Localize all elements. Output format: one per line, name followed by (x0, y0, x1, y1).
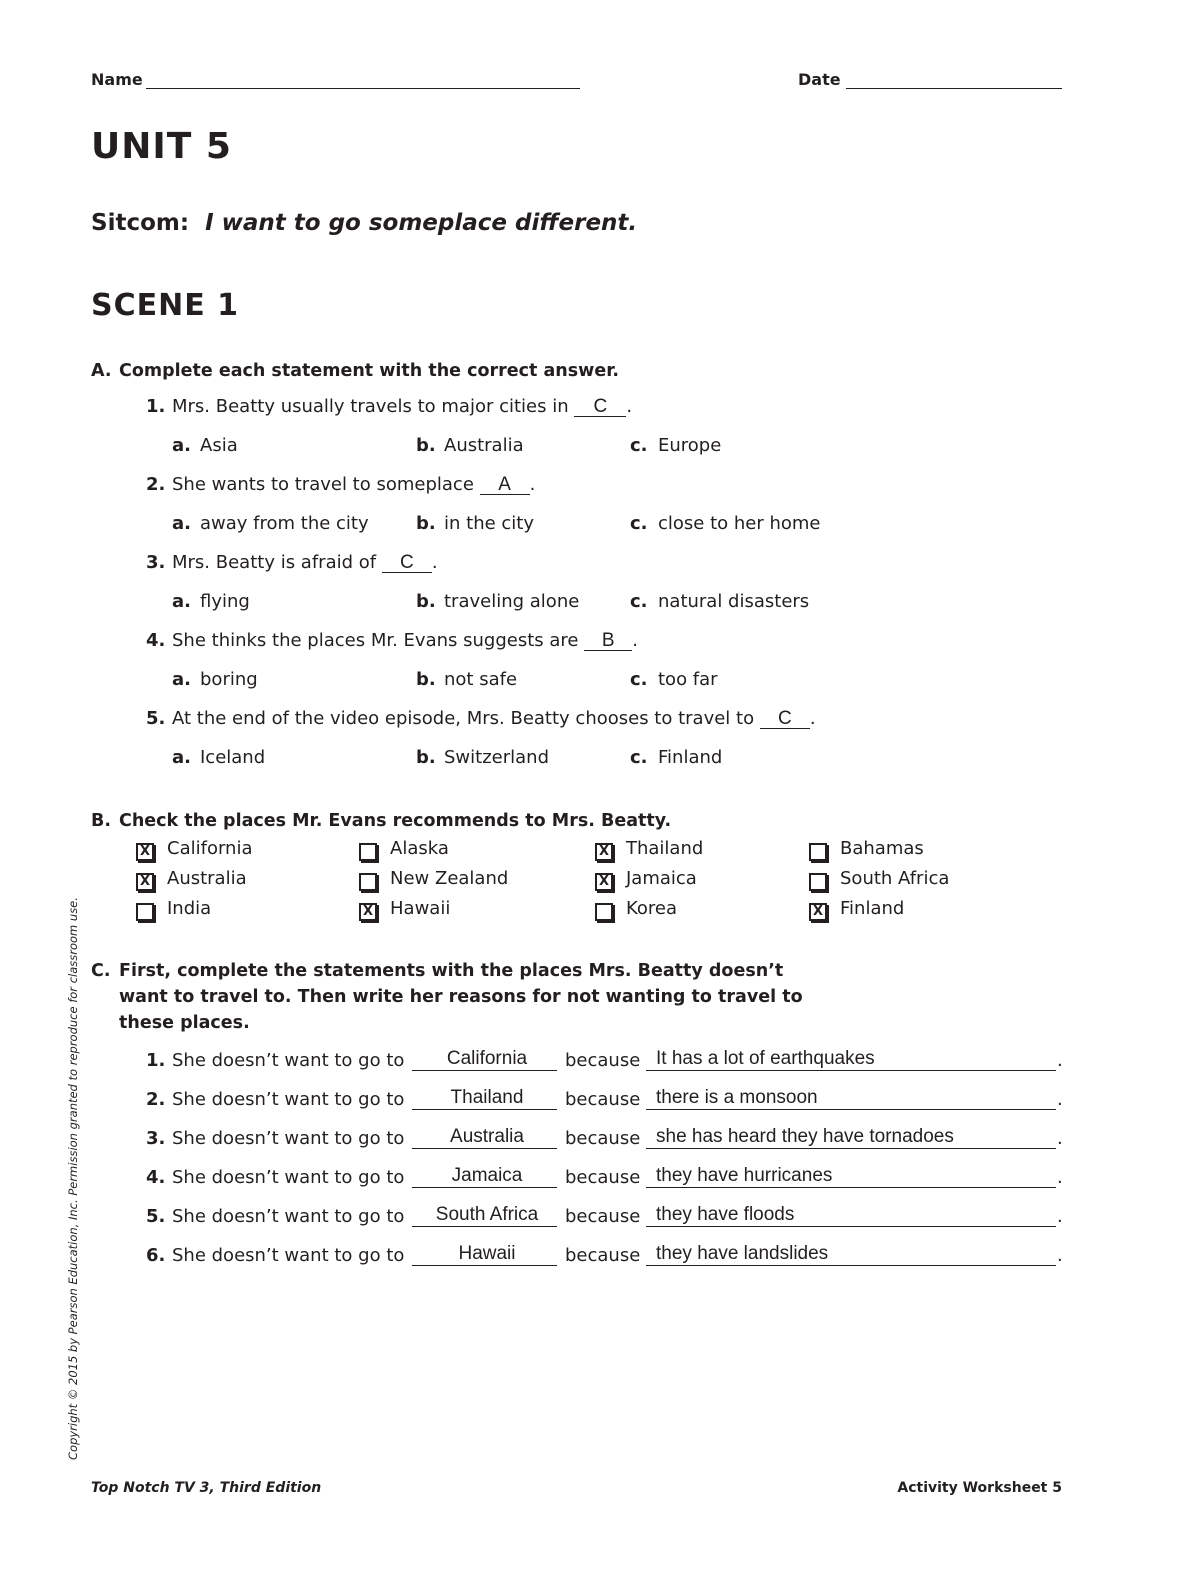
checkbox-label: Jamaica (626, 868, 697, 889)
checkbox[interactable]: X (595, 843, 613, 861)
answer-option (416, 435, 524, 456)
question-number: 4. (146, 630, 166, 651)
reason-answer[interactable]: It has a lot of earthquakes (656, 1048, 875, 1069)
sitcom-title: I want to go someplace different. (205, 210, 638, 236)
option-letter: b. (416, 435, 436, 456)
reason-answer[interactable]: they have hurricanes (656, 1165, 833, 1186)
checkbox-label: India (167, 898, 212, 919)
option-text: away from the city (200, 513, 369, 534)
because-word: because (565, 1128, 641, 1149)
section-c-line: these places. (119, 1013, 250, 1033)
checkbox[interactable]: X (595, 873, 613, 891)
statement-row (146, 1050, 404, 1071)
because-word: because (565, 1089, 641, 1110)
option-letter: b. (416, 513, 436, 534)
option-text: Iceland (200, 747, 266, 768)
option-text: not safe (444, 669, 518, 690)
checkbox[interactable]: X (136, 843, 154, 861)
place-blank-line (412, 1109, 557, 1110)
footer-worksheet: Activity Worksheet 5 (897, 1480, 1062, 1496)
date-field[interactable] (846, 88, 1062, 89)
option-letter: a. (172, 669, 191, 690)
answer-option (630, 591, 809, 612)
answer-option (416, 591, 579, 612)
question-end: . (529, 474, 536, 495)
question-end: . (632, 630, 638, 651)
section-b-letter: B. (91, 811, 111, 831)
statement-row (146, 1089, 404, 1110)
statement-end: . (1057, 1245, 1063, 1266)
place-blank-line (412, 1148, 557, 1149)
place-blank-line (412, 1070, 557, 1071)
reason-blank-line (646, 1265, 1056, 1266)
statement-end: . (1057, 1206, 1063, 1227)
answer-option (172, 513, 369, 534)
section-c-instruction (91, 958, 803, 1036)
statement-stem: She doesn’t want to go to (172, 1050, 405, 1071)
statement-stem: She doesn’t want to go to (172, 1245, 405, 1266)
question-row (146, 474, 535, 495)
option-letter: a. (172, 513, 191, 534)
answer-blank[interactable]: B (584, 632, 632, 651)
answer-option (172, 435, 238, 456)
question-number: 2. (146, 474, 166, 495)
because-word: because (565, 1167, 641, 1188)
place-blank-line (412, 1226, 557, 1227)
scene-title: SCENE 1 (91, 288, 240, 323)
option-text: flying (200, 591, 250, 612)
reason-blank-line (646, 1226, 1056, 1227)
answer-option (630, 513, 821, 534)
answer-blank[interactable]: A (480, 476, 530, 495)
statement-stem: She doesn’t want to go to (172, 1206, 405, 1227)
answer-option (172, 591, 250, 612)
checkbox[interactable] (359, 873, 377, 891)
statement-end: . (1057, 1128, 1063, 1149)
option-text: in the city (444, 513, 534, 534)
statement-end: . (1057, 1167, 1063, 1188)
reason-blank-line (646, 1187, 1056, 1188)
checkbox-label: California (167, 838, 253, 859)
question-end: . (809, 708, 816, 729)
option-text: Australia (444, 435, 524, 456)
checkbox[interactable] (809, 843, 827, 861)
question-number: 3. (146, 552, 166, 573)
option-text: too far (658, 669, 718, 690)
statement-number: 3. (146, 1128, 166, 1149)
reason-answer[interactable]: they have floods (656, 1204, 795, 1225)
option-text: boring (200, 669, 258, 690)
option-letter: c. (630, 513, 648, 534)
statement-number: 1. (146, 1050, 166, 1071)
sitcom-label: Sitcom: (91, 210, 190, 236)
question-row (146, 552, 438, 573)
answer-option (172, 747, 265, 768)
answer-option (416, 747, 549, 768)
section-c-line: want to travel to. Then write her reasons for not wanting to travel to (119, 987, 803, 1007)
reason-blank-line (646, 1109, 1056, 1110)
section-a-letter: A. (91, 361, 112, 381)
unit-title: UNIT 5 (91, 126, 232, 167)
place-answer[interactable]: Jamaica (451, 1165, 523, 1186)
place-answer[interactable]: California (446, 1048, 528, 1069)
question-text: Mrs. Beatty usually travels to major cities in (172, 396, 569, 417)
option-letter: c. (630, 435, 648, 456)
statement-stem: She doesn’t want to go to (172, 1128, 405, 1149)
answer-option (416, 513, 534, 534)
place-answer[interactable]: Thailand (450, 1087, 524, 1108)
section-c-line: First, complete the statements with the places Mrs. Beatty doesn’t (119, 961, 784, 981)
question-text: She wants to travel to someplace (172, 474, 474, 495)
reason-blank-line (646, 1148, 1056, 1149)
checkbox[interactable] (809, 873, 827, 891)
reason-blank-line (646, 1070, 1056, 1071)
reason-answer[interactable]: they have landslides (656, 1243, 829, 1264)
checkbox-label: Bahamas (840, 838, 924, 859)
question-end: . (626, 396, 633, 417)
statement-row (146, 1167, 404, 1188)
checkbox-label: Thailand (626, 838, 704, 859)
reason-answer[interactable]: there is a monsoon (656, 1087, 818, 1108)
answer-blank[interactable]: C (574, 398, 626, 417)
checkbox-label: Hawaii (390, 898, 451, 919)
option-letter: b. (416, 747, 436, 768)
option-letter: b. (416, 669, 436, 690)
checkbox-label: Korea (626, 898, 678, 919)
name-field[interactable] (146, 88, 580, 89)
statement-stem: She doesn’t want to go to (172, 1167, 405, 1188)
question-number: 1. (146, 396, 166, 417)
option-letter: b. (416, 591, 436, 612)
place-answer[interactable]: South Africa (435, 1204, 539, 1225)
checkbox-label: Finland (840, 898, 905, 919)
option-text: close to her home (658, 513, 821, 534)
section-c-letter: C. (91, 961, 111, 981)
statement-number: 4. (146, 1167, 166, 1188)
section-a-text: Complete each statement with the correct answer. (119, 361, 619, 381)
section-b-instruction (91, 808, 671, 834)
checkbox[interactable] (136, 903, 154, 921)
checkbox[interactable]: X (359, 903, 377, 921)
place-answer[interactable]: Australia (450, 1126, 524, 1147)
checkbox[interactable] (595, 903, 613, 921)
statement-number: 6. (146, 1245, 166, 1266)
sitcom-heading (91, 210, 637, 236)
option-letter: a. (172, 435, 191, 456)
option-text: traveling alone (444, 591, 580, 612)
place-blank-line (412, 1187, 557, 1188)
question-row (146, 708, 816, 729)
option-text: Asia (200, 435, 238, 456)
answer-option (172, 669, 258, 690)
statement-number: 2. (146, 1089, 166, 1110)
question-row (146, 396, 632, 417)
reason-answer[interactable]: she has heard they have tornadoes (656, 1126, 954, 1147)
answer-blank[interactable]: C (760, 710, 810, 729)
question-row (146, 630, 638, 651)
option-letter: a. (172, 591, 191, 612)
question-number: 5. (146, 708, 166, 729)
statement-row (146, 1206, 404, 1227)
statement-end: . (1057, 1050, 1063, 1071)
checkbox-label: Australia (167, 868, 247, 889)
option-letter: c. (630, 591, 648, 612)
because-word: because (565, 1206, 641, 1227)
section-a-instruction (91, 358, 619, 384)
option-text: Finland (658, 747, 723, 768)
answer-blank[interactable]: C (382, 554, 432, 573)
option-text: Europe (658, 435, 722, 456)
statement-stem: She doesn’t want to go to (172, 1089, 405, 1110)
option-letter: a. (172, 747, 191, 768)
statement-end: . (1057, 1089, 1063, 1110)
date-label: Date (798, 70, 841, 89)
answer-option (630, 435, 721, 456)
question-text: Mrs. Beatty is afraid of (172, 552, 377, 573)
place-blank-line (412, 1265, 557, 1266)
copyright-notice: Copyright © 2015 by Pearson Education, Inc. Permission granted to reproduce for classroom use. (66, 897, 80, 1460)
answer-option (630, 669, 718, 690)
checkbox[interactable] (359, 843, 377, 861)
statement-number: 5. (146, 1206, 166, 1227)
footer-book-title: Top Notch TV 3, Third Edition (91, 1480, 322, 1496)
section-b-text: Check the places Mr. Evans recommends to Mrs. Beatty. (119, 811, 672, 831)
option-letter: c. (630, 669, 648, 690)
because-word: because (565, 1245, 641, 1266)
option-text: natural disasters (658, 591, 810, 612)
question-text: She thinks the places Mr. Evans suggests are (172, 630, 579, 651)
answer-option (630, 747, 722, 768)
option-letter: c. (630, 747, 648, 768)
checkbox[interactable]: X (809, 903, 827, 921)
because-word: because (565, 1050, 641, 1071)
place-answer[interactable]: Hawaii (458, 1243, 516, 1264)
question-end: . (431, 552, 438, 573)
name-label: Name (91, 70, 143, 89)
checkbox-label: South Africa (840, 868, 950, 889)
answer-option (416, 669, 517, 690)
statement-row (146, 1128, 404, 1149)
question-text: At the end of the video episode, Mrs. Beatty chooses to travel to (172, 708, 755, 729)
checkbox[interactable]: X (136, 873, 154, 891)
option-text: Switzerland (444, 747, 549, 768)
checkbox-label: New Zealand (390, 868, 509, 889)
checkbox-label: Alaska (390, 838, 449, 859)
statement-row (146, 1245, 404, 1266)
